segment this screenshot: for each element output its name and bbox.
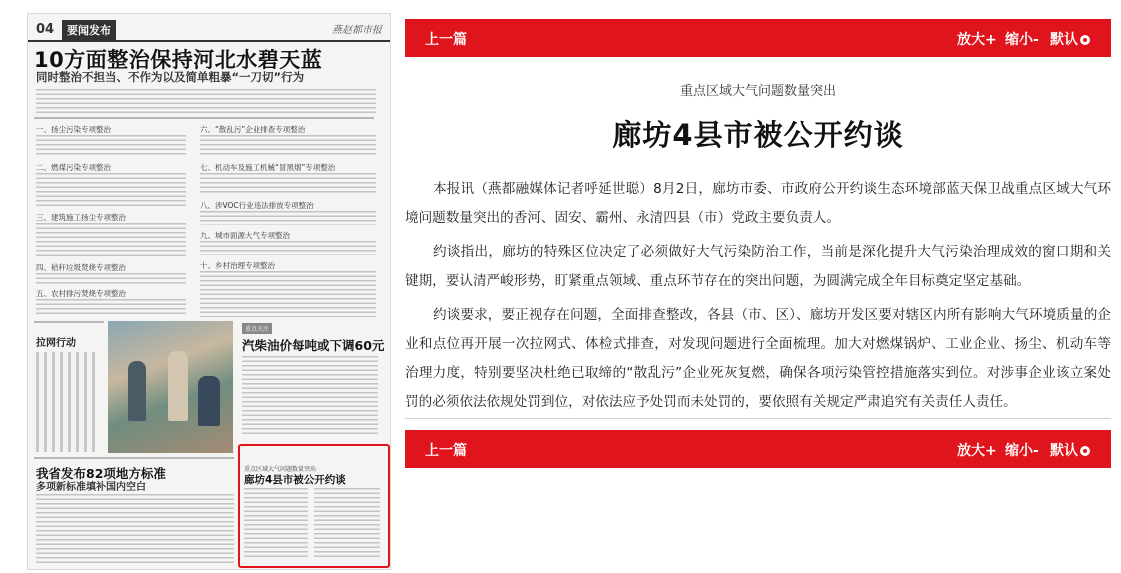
page-number: 04: [36, 22, 55, 37]
column-text: [200, 173, 376, 195]
article-paragraph: 本报讯（燕都融媒体记者呼延世聪）8月2日，廊坊市委、市政府公开约谈生态环境部蓝天保卫战重点区域大气环境问题数量突出的香河、固安、霸州、永清四县（市）党政主要负责人。: [405, 181, 1111, 226]
column-text: [36, 299, 186, 317]
article-title: 廊坊4县市被公开约谈: [612, 118, 904, 152]
subhead: 四、秸秆垃圾焚烧专项整治: [36, 263, 126, 272]
subhead: 八、涉VOC行业违法排放专项整治: [200, 201, 314, 210]
divider: [34, 117, 374, 119]
subhead: 六、“散乱污”企业排查专项整治: [200, 125, 306, 134]
column-text: [242, 356, 378, 436]
highlight-kicker: 重点区域大气问题数量突出: [244, 466, 317, 473]
column-text: [200, 135, 376, 157]
subhead: 一、扬尘污染专项整治: [36, 125, 111, 134]
article-toolbar-top: [405, 19, 1111, 57]
column-text: [36, 223, 186, 257]
tag-label: 重点关注: [242, 323, 272, 334]
divider: [34, 321, 104, 323]
subhead: 七、机动车及施工机械“冒黑烟”专项整治: [200, 163, 336, 172]
masthead: [28, 14, 390, 42]
subhead: 十、乡村治理专项整治: [200, 261, 275, 270]
subhead: 二、燃煤污染专项整治: [36, 163, 111, 172]
divider: [405, 418, 1111, 419]
story-headline: 我省发布82项地方标准: [36, 466, 166, 481]
lead-headline: 10方面整治保持河北水碧天蓝: [34, 48, 323, 72]
reset-dot-icon: [1080, 35, 1090, 45]
column-text: [200, 241, 376, 255]
newspaper-logo: 燕赵都市报: [332, 25, 382, 36]
lead-text: [36, 89, 376, 113]
article-toolbar-bottom: [405, 430, 1111, 468]
column-text: [200, 271, 376, 317]
newspaper-page-thumbnail[interactable]: [27, 13, 391, 570]
column-text: [244, 488, 308, 560]
divider: [34, 457, 234, 459]
story-headline: 汽柴油价每吨或下调60元: [242, 338, 385, 353]
zoom-out-button[interactable]: 缩小-: [1005, 32, 1039, 48]
previous-article-link[interactable]: 上一篇: [425, 32, 467, 48]
default-size-button[interactable]: [1050, 29, 1090, 49]
column-text: [200, 211, 376, 225]
default-size-label: 默认: [1050, 443, 1078, 459]
zoom-in-button[interactable]: 放大+: [957, 32, 997, 48]
news-photo: [108, 321, 233, 453]
column-text: [314, 488, 380, 560]
column-text: [36, 352, 96, 452]
default-size-label: 默认: [1050, 32, 1078, 48]
zoom-in-button[interactable]: 放大+: [957, 443, 997, 459]
subhead: 九、城市面源大气专项整治: [200, 231, 290, 240]
highlight-title: 廊坊4县市被公开约谈: [244, 474, 346, 486]
article-kicker: 重点区域大气问题数量突出: [679, 84, 836, 99]
section-label: 要闻发布: [62, 20, 116, 40]
article-paragraph: 约谈指出，廊坊的特殊区位决定了必须做好大气污染防治工作，当前是深化提升大气污染治理成效的窗口期和关键期，要认清严峻形势，盯紧重点领域、重点环节存在的突出问题，为圆满完成全年目标奠定坚定基础。: [405, 244, 1111, 289]
lead-subheadline: 同时整治不担当、不作为以及简单粗暴“一刀切”行为: [36, 70, 305, 84]
reset-dot-icon: [1080, 446, 1090, 456]
column-text: [36, 273, 186, 285]
highlighted-article-region[interactable]: [238, 444, 390, 568]
article-paragraph: 约谈要求，要正视存在问题，全面排查整改，各县（市、区）、廊坊开发区要对辖区内所有影响大气环境质量的企业和点位再开展一次拉网式、体检式排查，对发现问题进行全面梳理。加大对燃煤锅炉、工业企业、扬尘、机动车等治理力度，特别要坚决杜绝已取缔的“散乱污”企业死灰复燃，确保各项污染管控措施落实到位。对涉事企业该立案处罚的必须依法依规处罚到位，对依法应予处罚而未处罚的，要依照有关规定严肃追究有关责任人责任。: [405, 307, 1111, 410]
default-size-button[interactable]: [1050, 440, 1090, 460]
subhead: 三、建筑施工扬尘专项整治: [36, 213, 126, 222]
column-text: [36, 494, 234, 564]
subhead: 五、农村排污焚烧专项整治: [36, 289, 126, 298]
story-subheadline: 多项新标准填补国内空白: [36, 482, 146, 493]
column-text: [36, 173, 186, 207]
zoom-out-button[interactable]: 缩小-: [1005, 443, 1039, 459]
previous-article-link[interactable]: 上一篇: [425, 443, 467, 459]
column-text: [36, 135, 186, 157]
block-label: 拉网行动: [36, 338, 76, 349]
